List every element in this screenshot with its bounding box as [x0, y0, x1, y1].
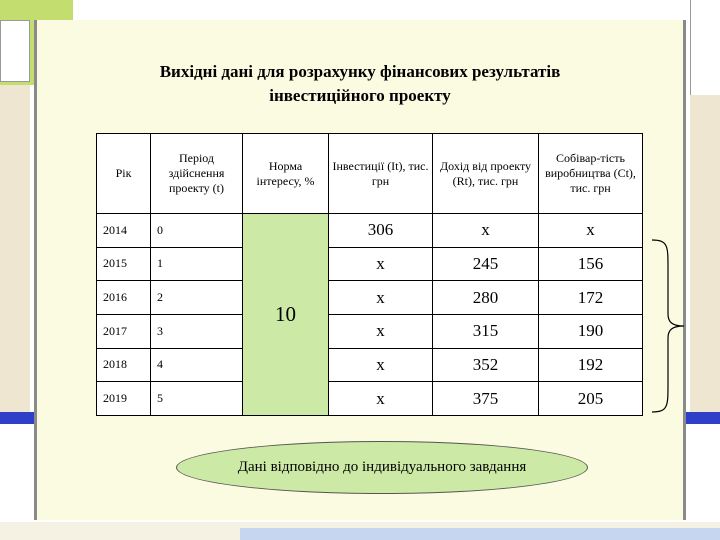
header-period: Період здійснення проекту (t) — [151, 134, 243, 214]
investment-data-table — [96, 133, 643, 416]
cell-period: 4 — [151, 348, 243, 382]
cell-cost: 192 — [539, 348, 643, 382]
cell-investment: x — [329, 348, 433, 382]
decor-beige-strip-left — [0, 85, 30, 415]
cell-investment: x — [329, 247, 433, 281]
cell-investment: x — [329, 382, 433, 416]
table-row — [97, 382, 643, 416]
cell-period: 5 — [151, 382, 243, 416]
cell-investment: x — [329, 281, 433, 315]
decor-blue-bar-left — [0, 412, 34, 424]
cell-cost: 205 — [539, 382, 643, 416]
cell-period: 1 — [151, 247, 243, 281]
decor-white-square-top-left — [0, 20, 30, 82]
title-line-1: Вихідні дані для розрахунку фінансових результатів — [159, 62, 561, 81]
cell-income: 245 — [433, 247, 539, 281]
cell-income: 280 — [433, 281, 539, 315]
right-curly-brace — [648, 238, 688, 414]
header-cost: Собівар-тість виробництва (Ct), тис. грн — [539, 134, 643, 214]
cell-year: 2016 — [97, 281, 151, 315]
table-row — [97, 247, 643, 281]
cell-rate: 10 — [243, 214, 329, 416]
cell-investment: x — [329, 314, 433, 348]
table-header-row — [97, 134, 643, 214]
decor-beige-strip-right — [690, 95, 720, 415]
header-year: Рік — [97, 134, 151, 214]
cell-year: 2019 — [97, 382, 151, 416]
title-line-2: інвестиційного проекту — [269, 86, 451, 105]
cell-year: 2018 — [97, 348, 151, 382]
cell-income: 375 — [433, 382, 539, 416]
cell-cost: 172 — [539, 281, 643, 315]
cell-income: 315 — [433, 314, 539, 348]
cell-period: 2 — [151, 281, 243, 315]
cell-period: 0 — [151, 214, 243, 248]
cell-investment: 306 — [329, 214, 433, 248]
cell-year: 2015 — [97, 247, 151, 281]
slide-title — [60, 60, 660, 108]
decor-white-square-top-right — [690, 0, 720, 95]
table-row — [97, 214, 643, 248]
cell-year: 2014 — [97, 214, 151, 248]
cell-year: 2017 — [97, 314, 151, 348]
decor-blue-bar-right — [686, 412, 720, 424]
cell-cost: 156 — [539, 247, 643, 281]
header-income: Дохід від проекту (Rt), тис. грн — [433, 134, 539, 214]
cell-income: 352 — [433, 348, 539, 382]
table-row — [97, 281, 643, 315]
cell-cost: 190 — [539, 314, 643, 348]
decor-bottom-blue-edge — [240, 528, 720, 540]
note-oval — [176, 441, 588, 494]
cell-income: x — [433, 214, 539, 248]
note-text: Дані відповідно до індивідуального завдання — [237, 459, 527, 475]
cell-period: 3 — [151, 314, 243, 348]
table-row — [97, 314, 643, 348]
cell-cost: x — [539, 214, 643, 248]
table-row — [97, 348, 643, 382]
header-investment: Інвестиції (It), тис. грн — [329, 134, 433, 214]
header-rate: Норма інтересу, % — [243, 134, 329, 214]
